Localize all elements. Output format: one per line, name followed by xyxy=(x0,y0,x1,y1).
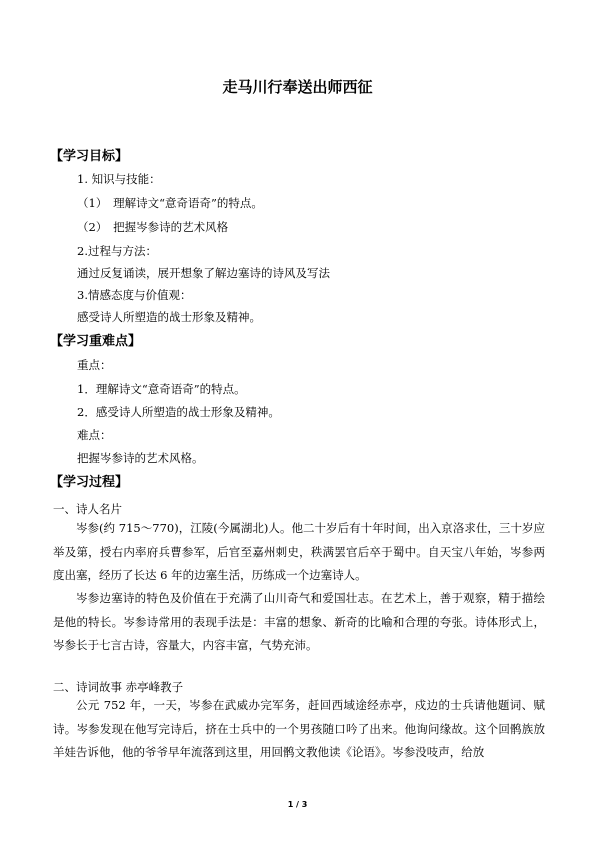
story-heading: 二、诗词故事 赤亭峰教子 xyxy=(53,680,184,694)
key-point-line: 难点： xyxy=(77,428,112,442)
goal-line: （2） 把握岑参诗的艺术风格 xyxy=(77,220,229,234)
story-paragraph: 公元 752 年，一天，岑参在武威办完军务，赶回西域途经赤亭，戍边的士兵请他题词、赋诗。岑参发现在他写完诗后，挤在士兵中的一个男孩随口吟了出来。他询问缘故。这个回鹘族放羊娃告诉他，他的爷爷早年流落到这里，用回鹘文教他读《论语》。岑参没吱声，给放 xyxy=(53,698,545,759)
goal-line: 感受诗人所塑造的战士形象及精神。 xyxy=(77,310,261,324)
goal-line: 1. 知识与技能： xyxy=(77,172,161,186)
section-heading-goals: 【学习目标】 xyxy=(50,149,129,164)
goal-line: （1） 理解诗文“意奇语奇”的特点。 xyxy=(77,196,263,210)
goal-line: 通过反复诵读，展开想象了解边塞诗的诗风及写法 xyxy=(77,266,330,280)
key-point-line: 1．理解诗文“意奇语奇”的特点。 xyxy=(77,382,246,396)
section-heading-key-points: 【学习重难点】 xyxy=(50,334,142,349)
key-point-line: 2．感受诗人所塑造的战士形象及精神。 xyxy=(77,405,280,419)
section-heading-process: 【学习过程】 xyxy=(50,475,129,490)
key-point-line: 把握岑参诗的艺术风格。 xyxy=(77,451,204,465)
goal-line: 2.过程与方法： xyxy=(77,244,157,258)
goal-line: 3.情感态度与价值观： xyxy=(77,288,192,302)
poet-style-paragraph: 岑参边塞诗的特色及价值在于充满了山川奇气和爱国壮志。在艺术上，善于观察，精于描绘是他的特长。岑参诗常用的表现手法是：丰富的想象、新奇的比喻和合理的夸张。诗体形式上，岑参长于七言古诗，容量大，内容丰富，气势充沛。 xyxy=(53,591,545,652)
key-point-line: 重点： xyxy=(77,358,112,372)
poet-card-heading: 一、诗人名片 xyxy=(53,502,122,516)
poet-bio-paragraph: 岑参(约 715～770)，江陵(今属湖北)人。他二十岁后有十年时间，出入京洛求仕，三十岁应举及第，授右内率府兵曹参军，后官至嘉州刺史，秩满罢官后卒于蜀中。自天宝八年始，岑参两度出塞，经历了长达 6 年的边塞生活，历练成一个边塞诗人。 xyxy=(53,521,545,582)
document-title: 走马川行奉送出师西征 xyxy=(222,78,373,96)
page-number: 1 / 3 xyxy=(287,800,308,809)
